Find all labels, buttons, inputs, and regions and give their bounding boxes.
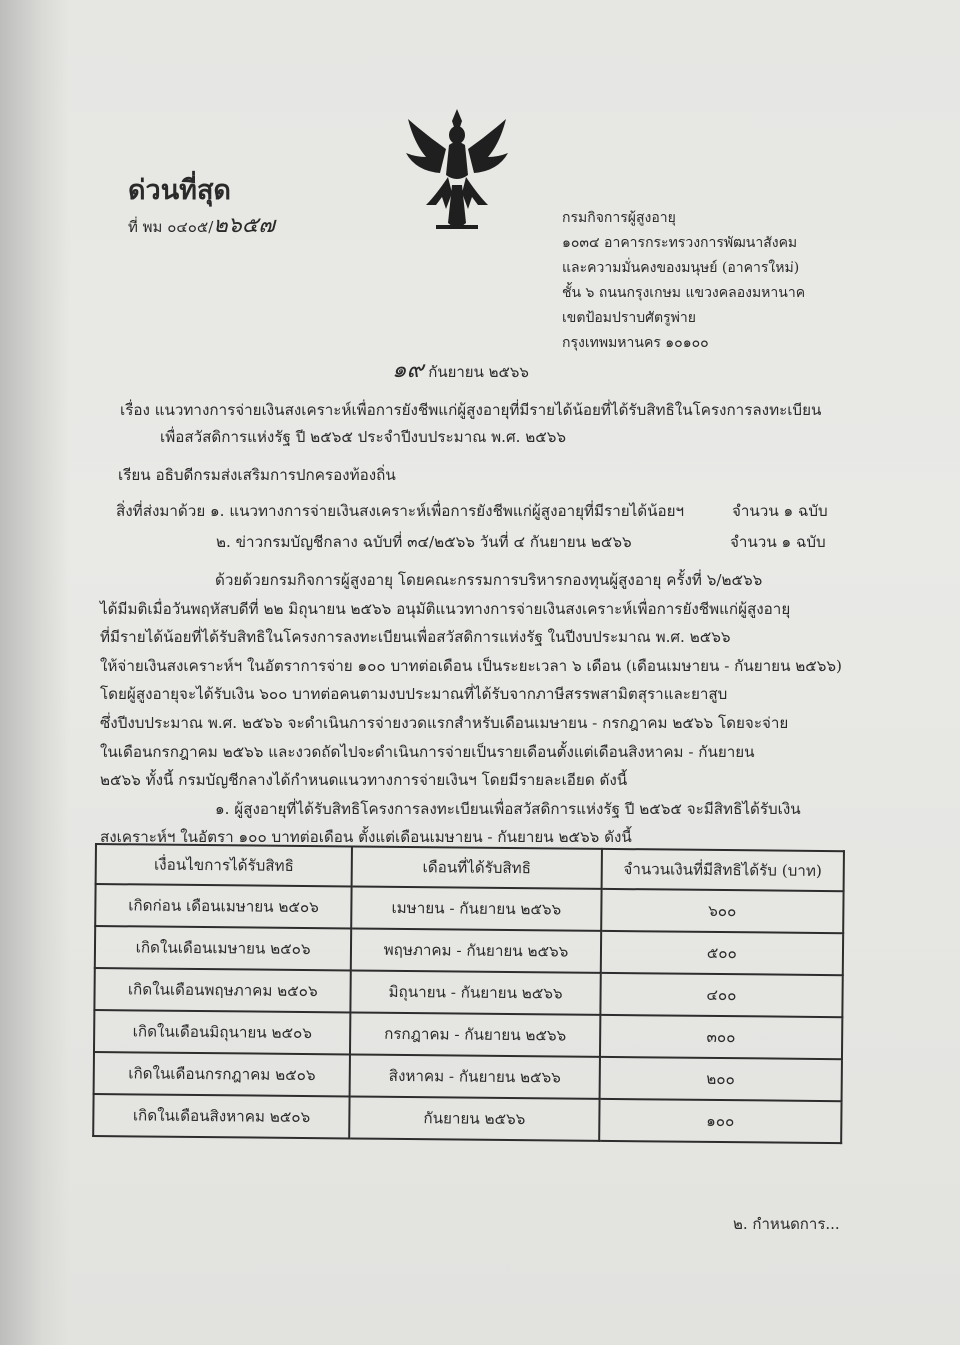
body-line: ด้วยด้วยกรมกิจการผู้สูงอายุ โดยคณะกรรมการบริหารกองทุนผู้สูงอายุ ครั้งที่ ๖/๒๕๖๖ bbox=[215, 571, 763, 589]
sender-address bbox=[562, 206, 805, 356]
body-line: ๒๕๖๖ ทั้งนี้ กรมบัญชีกลางได้กำหนดแนวทางการจ่ายเงินฯ โดยมีรายละเอียด ดังนี้ bbox=[100, 771, 628, 790]
body-line: ในเดือนกรกฎาคม ๒๕๖๖ และงวดถัดไปจะดำเนินการจ่ายเป็นรายเดือนตั้งแต่เดือนสิงหาคม - กันยายน bbox=[100, 742, 755, 761]
table-cell: กรกฎาคม - กันยายน ๒๕๖๖ bbox=[350, 1012, 600, 1056]
table-cell: ๑๐๐ bbox=[599, 1099, 842, 1143]
garuda-emblem-icon bbox=[396, 105, 518, 240]
table-row bbox=[93, 1094, 841, 1143]
address-line: และความมั่นคงของมนุษย์ (อาคารใหม่) bbox=[562, 260, 800, 276]
table-row bbox=[94, 1052, 842, 1101]
body-line: สงเคราะห์ฯ ในอัตรา ๑๐๐ บาทต่อเดือน ตั้งแต่เดือนเมษายน - กันยายน ๒๕๖๖ ดังนี้ bbox=[100, 828, 632, 847]
table-header: จำนวนเงินที่มีสิทธิได้รับ (บาท) bbox=[601, 849, 844, 891]
enclosure-item-2-qty: จำนวน ๑ ฉบับ bbox=[730, 533, 826, 551]
table-cell: เกิดก่อน เดือนเมษายน ๒๕๐๖ bbox=[95, 884, 352, 928]
table-cell: เกิดในเดือนพฤษภาคม ๒๕๐๖ bbox=[94, 968, 351, 1012]
ref-handwritten-number: ๒๖๕๗ bbox=[213, 213, 275, 238]
table-row bbox=[94, 968, 842, 1017]
address-line: กรุงเทพมหานคร ๑๐๑๐๐ bbox=[562, 335, 709, 351]
table-cell: กันยายน ๒๕๖๖ bbox=[350, 1096, 600, 1140]
table-cell: เกิดในเดือนกรกฎาคม ๒๕๐๖ bbox=[94, 1052, 351, 1096]
body-line: ให้จ่ายเงินสงเคราะห์ฯ ในอัตราการจ่าย ๑๐๐ บาทต่อเดือน เป็นระยะเวลา ๖ เดือน (เดือนเมษายน - กันยายน ๒๕๖๖) bbox=[100, 656, 842, 675]
body-line: ๑. ผู้สูงอายุที่ได้รับสิทธิโครงการลงทะเบียนเพื่อสวัสดิการแห่งรัฐ ปี ๒๕๖๕ จะมีสิทธิได้รับเงิน bbox=[215, 799, 801, 818]
table-cell: ๖๐๐ bbox=[601, 889, 844, 933]
salutation: เรียน อธิบดีกรมส่งเสริมการปกครองท้องถิ่น bbox=[118, 466, 396, 484]
table-row bbox=[95, 884, 843, 933]
body-line: ที่มีรายได้น้อยที่ได้รับสิทธิในโครงการลงทะเบียนเพื่อสวัสดิการแห่งรัฐ ในปีงบประมาณ พ.ศ. ๒๕๖๖ bbox=[100, 628, 731, 647]
table-row bbox=[94, 1010, 842, 1059]
address-line: ชั้น ๖ ถนนกรุงเกษม แขวงคลองมหานาค bbox=[562, 285, 806, 301]
table-cell: เกิดในเดือนสิงหาคม ๒๕๐๖ bbox=[93, 1094, 350, 1138]
address-line: เขตป้อมปราบศัตรูพ่าย bbox=[562, 310, 696, 326]
table-cell: ๕๐๐ bbox=[600, 931, 843, 975]
body-line: ซึ่งปีงบประมาณ พ.ศ. ๒๕๖๖ จะดำเนินการจ่ายงวดแรกสำหรับเดือนเมษายน - กรกฎาคม ๒๕๖๖ โดยจะจ่าย bbox=[100, 713, 789, 732]
page-continuation: ๒. กำหนดการ... bbox=[733, 1215, 840, 1233]
table-row bbox=[95, 926, 843, 975]
ref-prefix: ที่ พม ๐๔๐๕/ bbox=[128, 218, 214, 236]
table-cell: ๔๐๐ bbox=[600, 973, 843, 1017]
date-day-handwritten: ๑๙ bbox=[392, 357, 424, 383]
body-line: ได้มีมติเมื่อวันพฤหัสบดีที่ ๒๒ มิถุนายน ๒๕๖๖ อนุมัติแนวทางการจ่ายเงินสงเคราะห์เพื่อการยังชีพแก่ผู้สูงอายุ bbox=[100, 599, 791, 618]
address-line: ๑๐๓๔ อาคารกระทรวงการพัฒนาสังคม bbox=[562, 235, 798, 251]
enclosure-item-1: สิ่งที่ส่งมาด้วย ๑. แนวทางการจ่ายเงินสงเคราะห์เพื่อการยังชีพแก่ผู้สูงอายุที่มีรายได้น้อยฯ bbox=[116, 502, 685, 520]
document-date bbox=[392, 352, 529, 388]
page-shadow bbox=[0, 0, 70, 1345]
enclosure-item-2: ๒. ข่าวกรมบัญชีกลาง ฉบับที่ ๓๔/๒๕๖๖ วันที่ ๔ กันยายน ๒๕๖๖ bbox=[216, 533, 632, 551]
subject-line-2: เพื่อสวัสดิการแห่งรัฐ ปี ๒๕๖๕ ประจำปีงบประมาณ พ.ศ. ๒๕๖๖ bbox=[160, 428, 567, 446]
table-cell: ๒๐๐ bbox=[599, 1057, 842, 1101]
subject-line-1: เรื่อง แนวทางการจ่ายเงินสงเคราะห์เพื่อการยังชีพแก่ผู้สูงอายุที่มีรายได้น้อยที่ได้รับสิทธิในโครงการลงทะเบียน bbox=[120, 401, 822, 419]
date-month-year: กันยายน ๒๕๖๖ bbox=[428, 363, 529, 381]
table-cell: สิงหาคม - กันยายน ๒๕๖๖ bbox=[350, 1054, 600, 1098]
table-cell: เกิดในเดือนมิถุนายน ๒๕๐๖ bbox=[94, 1010, 351, 1054]
table-cell: เกิดในเดือนเมษายน ๒๕๐๖ bbox=[95, 926, 352, 970]
table-cell: มิถุนายน - กันยายน ๒๕๖๖ bbox=[351, 970, 601, 1014]
table-header: เดือนที่ได้รับสิทธิ bbox=[352, 846, 602, 888]
urgency-label: ด่วนที่สุด bbox=[128, 175, 231, 206]
table-header: เงื่อนไขการได้รับสิทธิ bbox=[96, 844, 353, 886]
enclosure-item-1-qty: จำนวน ๑ ฉบับ bbox=[732, 502, 828, 520]
body-line: โดยผู้สูงอายุจะได้รับเงิน ๖๐๐ บาทต่อคนตามงบประมาณที่ได้รับจากภาษีสรรพสามิตสุราและยาสูบ bbox=[100, 685, 728, 704]
table-cell: เมษายน - กันยายน ๒๕๖๖ bbox=[352, 886, 602, 930]
table-cell: ๓๐๐ bbox=[600, 1015, 843, 1059]
reference-number bbox=[128, 207, 275, 242]
table-cell: พฤษภาคม - กันยายน ๒๕๖๖ bbox=[351, 928, 601, 972]
body-text bbox=[100, 566, 840, 852]
eligibility-table bbox=[92, 843, 845, 1144]
address-line: กรมกิจการผู้สูงอายุ bbox=[562, 210, 676, 226]
